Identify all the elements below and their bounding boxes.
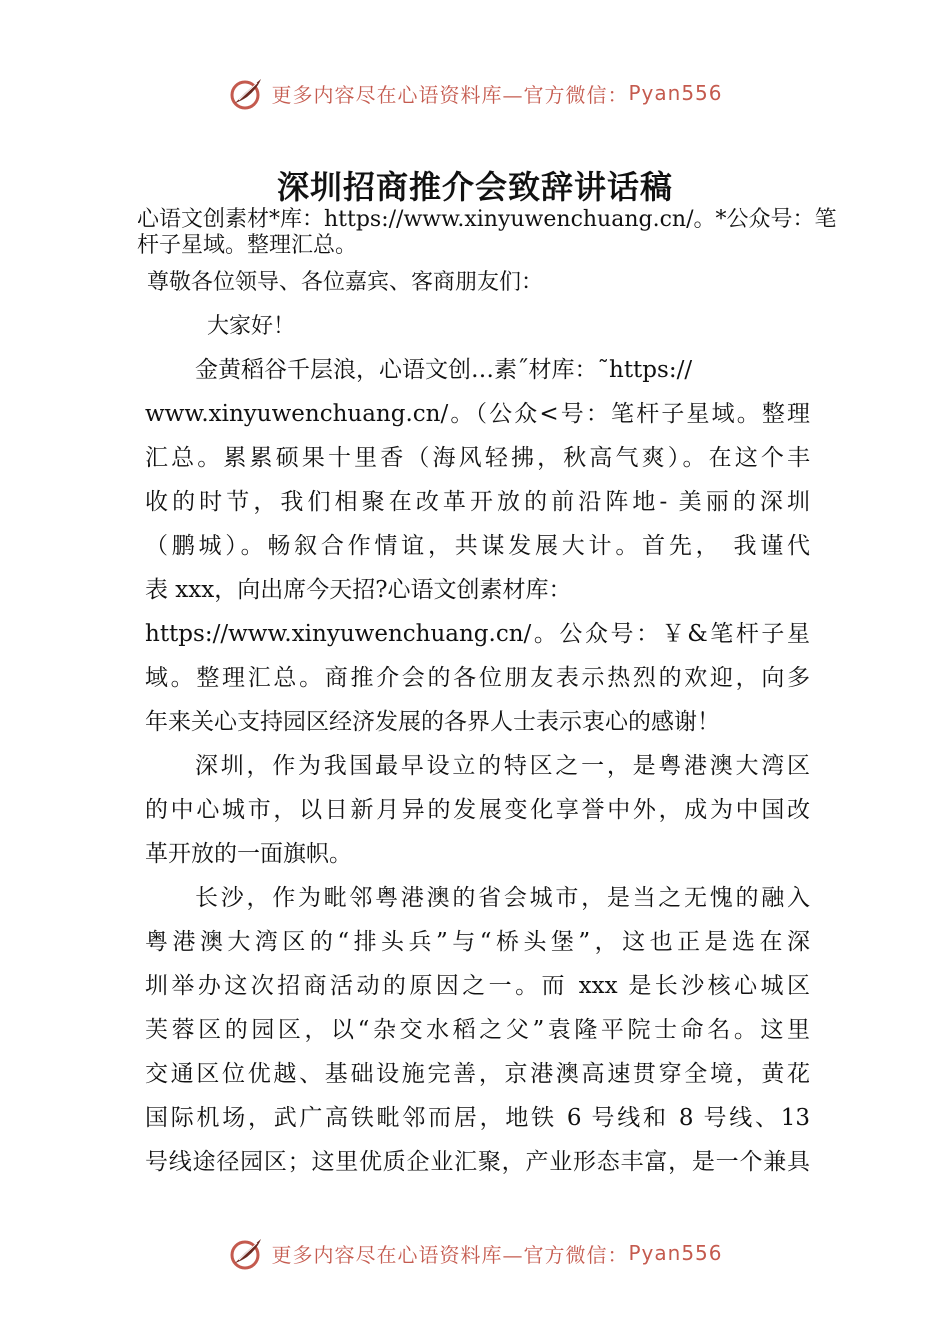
header-banner xyxy=(0,68,950,118)
body-line: 表 xxx，向出席今天招?心语文创素材库： xyxy=(145,577,572,603)
body-line: （鹏城）。畅叙合作情谊，共谋发展大计。首先， 我谨代 xyxy=(145,533,810,559)
banner-text: 更多内容尽在心语资料库—官方微信： xyxy=(271,82,629,107)
footer-banner xyxy=(0,1228,950,1278)
body-line: 号线途径园区；这里优质企业汇聚，产业形态丰富，是一个兼具 xyxy=(145,1149,810,1175)
body-line: 年来关心支持园区经济发展的各界人士表示衷心的感谢！ xyxy=(145,709,720,735)
banner-text: 更多内容尽在心语资料库—官方微信： xyxy=(271,1242,629,1267)
body-line: 圳举办这次招商活动的原因之一。而 xxx 是长沙核心城区 xyxy=(145,973,810,999)
wechat-id: Pyan556 xyxy=(628,81,723,105)
body-line: 域。整理汇总。商推介会的各位朋友表示热烈的欢迎，向多 xyxy=(145,665,810,691)
body-line: 收的时节，我们相聚在改革开放的前沿阵地- 美丽的深圳 xyxy=(145,489,810,515)
body-line: 汇总。累累硕果十里香（海风轻拂，秋高气爽）。在这个丰 xyxy=(145,445,810,471)
salutation: 大家好！ xyxy=(207,314,296,339)
body-line: 芙蓉区的园区，以“杂交水稻之父”袁隆平院士命名。这里 xyxy=(145,1017,810,1043)
body-line: 粤港澳大湾区的“排头兵”与“桥头堡”，这也正是选在深 xyxy=(145,929,810,955)
body-line: www.xinyuwenchuang.cn/。（公众<号：笔杆子星域。整理 xyxy=(145,401,810,427)
body-text xyxy=(145,348,810,1184)
quill-logo-icon xyxy=(227,1233,267,1273)
body-line: 金黄稻谷千层浪，心语文创…素˝材库：˜https:// xyxy=(195,357,693,383)
body-line: 的中心城市，以日新月异的发展变化享誉中外，成为中国改 xyxy=(145,797,810,823)
body-line: https://www.xinyuwenchuang.cn/。公众号：￥&笔杆子星 xyxy=(145,621,810,647)
source-line: 心语文创素材*库：https://www.xinyuwenchuang.cn/。*公众号：笔杆子星域。整理汇总。 xyxy=(137,207,837,258)
body-line: 国际机场，武广高铁毗邻而居，地铁 6 号线和 8 号线、13 xyxy=(145,1105,810,1131)
body-line: 深圳，作为我国最早设立的特区之一，是粤港澳大湾区 xyxy=(195,753,810,779)
wechat-id: Pyan556 xyxy=(628,1241,723,1265)
quill-logo-icon xyxy=(227,73,267,113)
document-title: 深圳招商推介会致辞讲话稿 xyxy=(276,168,673,206)
body-line: 革开放的一面旗帜。 xyxy=(145,841,352,867)
body-line: 长沙，作为毗邻粤港澳的省会城市，是当之无愧的融入 xyxy=(195,885,810,911)
greeting: 尊敬各位领导、各位嘉宾、客商朋友们： xyxy=(147,270,544,295)
body-line: 交通区位优越、基础设施完善，京港澳高速贯穿全境，黄花 xyxy=(145,1061,810,1087)
